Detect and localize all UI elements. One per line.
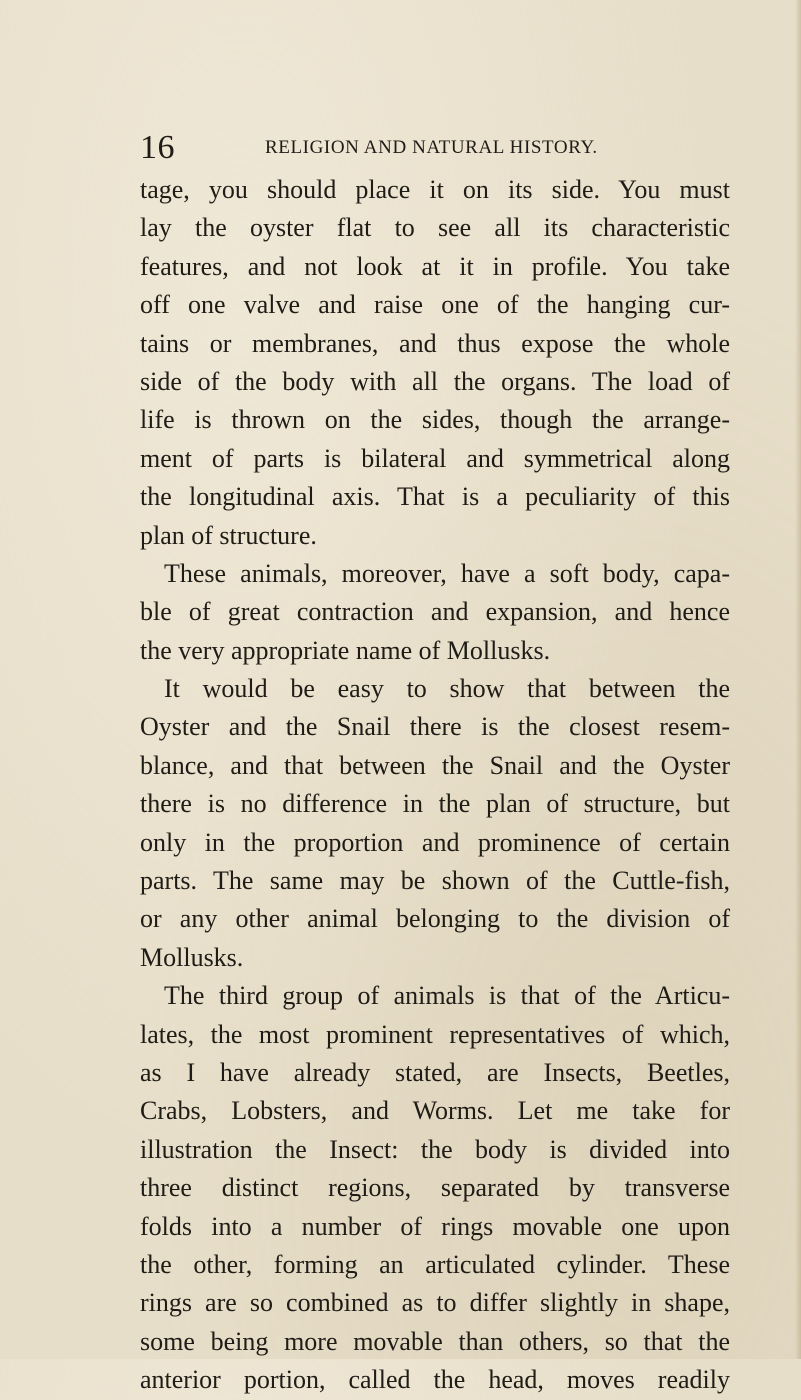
text-line: features, and not look at it in profile. You take	[140, 251, 730, 281]
text-line: It would be easy to show that between the	[164, 674, 730, 704]
text-line: or any other animal belonging to the division of	[140, 904, 730, 934]
text-line: life is thrown on the sides, though the arrange-	[140, 405, 730, 435]
running-title: RELIGION AND NATURAL HISTORY.	[265, 137, 598, 158]
page-edge-shadow	[795, 0, 801, 1359]
text-line: lay the oyster flat to see all its characteristic	[140, 213, 730, 243]
text-line: tage, you should place it on its side. You must	[140, 175, 730, 204]
text-line: some being more movable than others, so that the	[140, 1326, 730, 1356]
text-line: three distinct regions, separated by transverse	[140, 1173, 730, 1203]
text-line: off one valve and raise one of the hanging cur-	[140, 290, 730, 320]
text-line: ment of parts is bilateral and symmetrical along	[140, 443, 730, 473]
text-line: as I have already stated, are Insects, Beetles,	[140, 1057, 730, 1087]
text-line: anterior portion, called the head, moves readily	[140, 1365, 730, 1395]
text-line: Oyster and the Snail there is the closest resem-	[140, 712, 730, 742]
text-line: side of the body with all the organs. The load of	[140, 366, 730, 396]
text-line: the longitudinal axis. That is a peculiarity of this	[140, 482, 730, 512]
text-line: ble of great contraction and expansion, and hence	[140, 597, 730, 627]
text-line: blance, and that between the Snail and the Oyster	[140, 750, 730, 780]
text-line: lates, the most prominent representatives of which,	[140, 1019, 730, 1049]
text-line: the very appropriate name of Mollusks.	[140, 635, 551, 665]
text-line: rings are so combined as to differ slightly in shape,	[140, 1288, 730, 1318]
text-line: Crabs, Lobsters, and Worms. Let me take for	[140, 1096, 730, 1126]
body-text	[140, 171, 730, 1400]
text-line: parts. The same may be shown of the Cuttle-fish,	[140, 866, 730, 896]
text-line: only in the proportion and prominence of certain	[140, 827, 730, 857]
text-line: These animals, moreover, have a soft body, capa-	[164, 558, 730, 588]
text-line: tains or membranes, and thus expose the whole	[140, 328, 730, 358]
text-line: the other, forming an articulated cylinder. These	[140, 1249, 730, 1279]
text-line: Mollusks.	[140, 942, 244, 972]
text-line: there is no difference in the plan of structure, but	[140, 789, 730, 819]
text-line: folds into a number of rings movable one upon	[140, 1211, 730, 1241]
text-line: illustration the Insect: the body is divided into	[140, 1134, 730, 1164]
text-line: The third group of animals is that of the Articu-	[164, 981, 730, 1011]
running-head	[140, 128, 740, 168]
text-line: plan of structure.	[140, 520, 317, 550]
page-number: 16	[140, 129, 175, 166]
